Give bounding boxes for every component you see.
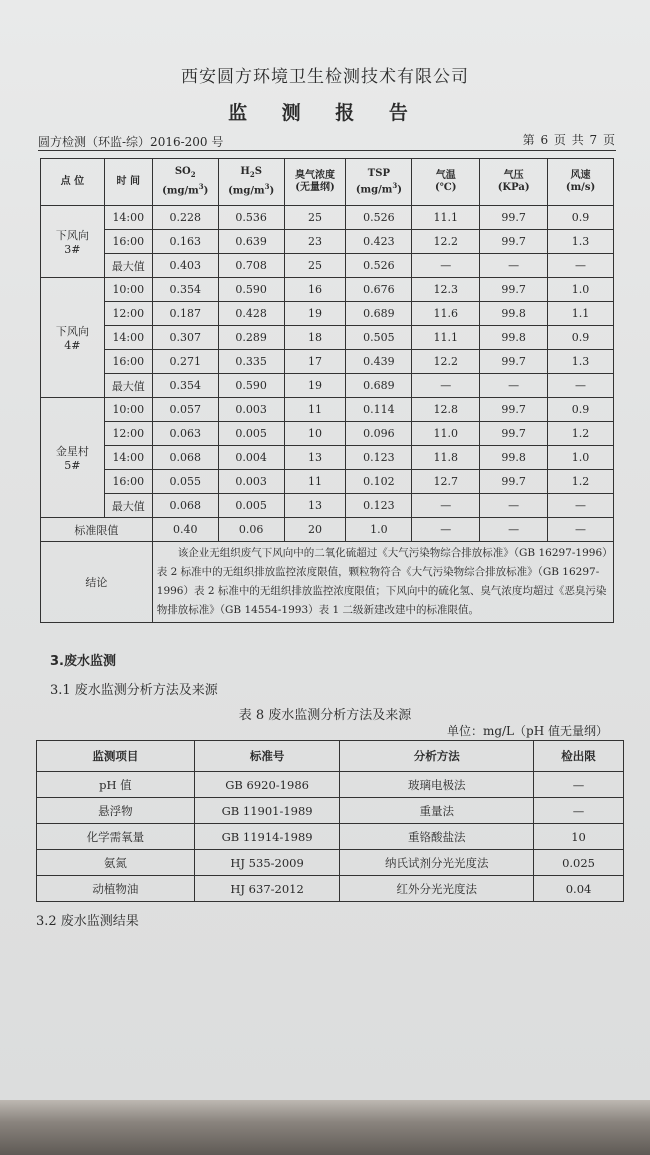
table-row	[37, 772, 624, 798]
pressure-cell: 99.8	[480, 302, 548, 326]
tsp-cell: 0.096	[346, 422, 412, 446]
so2-cell: 0.354	[152, 278, 218, 302]
methods-header-row	[37, 741, 624, 772]
temp-cell: 12.2	[412, 230, 480, 254]
limit-cell: 0.04	[534, 876, 624, 902]
location-cell: 金星村 5#	[41, 398, 105, 518]
limit-cell: 0.025	[534, 850, 624, 876]
table-row	[41, 278, 614, 302]
pressure-cell: 99.7	[480, 350, 548, 374]
h2s-cell: 0.536	[218, 206, 284, 230]
tsp-cell: 0.526	[346, 254, 412, 278]
so2-cell: 0.187	[152, 302, 218, 326]
odor-cell: 19	[284, 374, 346, 398]
h2s-cell: 0.590	[218, 374, 284, 398]
standard-limit-row	[41, 518, 614, 542]
wind-cell: 1.3	[548, 230, 614, 254]
temp-cell: 11.6	[412, 302, 480, 326]
odor-cell: 23	[284, 230, 346, 254]
odor-cell: 16	[284, 278, 346, 302]
wind-cell: 1.2	[548, 422, 614, 446]
h2s-cell: 0.06	[218, 518, 284, 542]
table-row	[41, 302, 614, 326]
header-temp: 气温 (℃)	[412, 159, 480, 206]
method-cell: 纳氏试剂分光光度法	[340, 850, 534, 876]
table-row	[41, 470, 614, 494]
wind-cell: —	[548, 518, 614, 542]
item-cell: 悬浮物	[37, 798, 195, 824]
odor-cell: 25	[284, 254, 346, 278]
item-cell: pH 值	[37, 772, 195, 798]
document-number: 圆方检测（环监-综）2016-200 号	[38, 135, 224, 149]
h2s-cell: 0.005	[218, 422, 284, 446]
h2s-cell: 0.003	[218, 470, 284, 494]
subsection-heading: 3.2 废水监测结果	[36, 914, 139, 929]
wind-cell: 0.9	[548, 206, 614, 230]
tsp-cell: 0.689	[346, 374, 412, 398]
wind-cell: 1.0	[548, 446, 614, 470]
pressure-cell: 99.7	[480, 278, 548, 302]
header-pressure: 气压 (KPa)	[480, 159, 548, 206]
temp-cell: 11.0	[412, 422, 480, 446]
so2-cell: 0.271	[152, 350, 218, 374]
pressure-cell: —	[480, 518, 548, 542]
pressure-cell: —	[480, 374, 548, 398]
header-h2s: $H_2S$ $(mg/m^3)$	[218, 159, 284, 206]
header-odor: 臭气浓度 (无量纲)	[284, 159, 346, 206]
time-cell: 最大值	[104, 494, 152, 518]
h2s-cell: 0.590	[218, 278, 284, 302]
header-so2: $SO_2$ $(mg/m^3)$	[152, 159, 218, 206]
method-cell: 重量法	[340, 798, 534, 824]
odor-cell: 17	[284, 350, 346, 374]
time-cell: 14:00	[104, 326, 152, 350]
wind-cell: 1.0	[548, 278, 614, 302]
table-row	[41, 494, 614, 518]
pressure-cell: 99.8	[480, 326, 548, 350]
wind-cell: 0.9	[548, 326, 614, 350]
wind-cell: —	[548, 374, 614, 398]
time-cell: 10:00	[104, 278, 152, 302]
tsp-cell: 0.423	[346, 230, 412, 254]
table-unit-note: 单位：mg/L（pH 值无量纲）	[446, 724, 608, 738]
h2s-cell: 0.428	[218, 302, 284, 326]
temp-cell: 11.8	[412, 446, 480, 470]
wind-cell: —	[548, 494, 614, 518]
odor-cell: 19	[284, 302, 346, 326]
tsp-cell: 0.123	[346, 446, 412, 470]
so2-cell: 0.068	[152, 446, 218, 470]
so2-cell: 0.40	[152, 518, 218, 542]
table-row	[41, 326, 614, 350]
temp-cell: 11.1	[412, 206, 480, 230]
air-table-header-row	[41, 159, 614, 206]
temp-cell: 11.1	[412, 326, 480, 350]
wind-cell: —	[548, 254, 614, 278]
table-row	[41, 374, 614, 398]
so2-cell: 0.354	[152, 374, 218, 398]
odor-cell: 20	[284, 518, 346, 542]
h2s-cell: 0.003	[218, 398, 284, 422]
temp-cell: —	[412, 374, 480, 398]
page-edge-background	[0, 1100, 650, 1155]
odor-cell: 18	[284, 326, 346, 350]
time-cell: 12:00	[104, 422, 152, 446]
table-row	[37, 824, 624, 850]
table-row	[41, 230, 614, 254]
table-row	[37, 798, 624, 824]
tsp-cell: 0.123	[346, 494, 412, 518]
conclusion-text: 该企业无组织废气下风向中的二氧化硫超过《大气污染物综合排放标准》（GB 16297-1996）表 2 标准中的无组织排放监控浓度限值，颗粒物符合《大气污染物综合排放标准》（GB 16297-1996）表 2 标准中的无组织排放监控浓度限值；下风向中的硫化氢、臭气浓度均超过《恶臭污染物排放标准》（GB 14554-1993）表 1 二级新建改建中的标准限值。	[152, 542, 613, 623]
temp-cell: 12.3	[412, 278, 480, 302]
tsp-cell: 0.114	[346, 398, 412, 422]
odor-cell: 13	[284, 494, 346, 518]
method-cell: 红外分光光度法	[340, 876, 534, 902]
item-cell: 氨氮	[37, 850, 195, 876]
wastewater-methods-table	[36, 740, 624, 902]
pressure-cell: —	[480, 254, 548, 278]
header-tsp: TSP $(mg/m^3)$	[346, 159, 412, 206]
wind-cell: 1.1	[548, 302, 614, 326]
header-standard: 标准号	[194, 741, 340, 772]
header-method: 分析方法	[340, 741, 534, 772]
limit-cell: 10	[534, 824, 624, 850]
header-item: 监测项目	[37, 741, 195, 772]
table-row	[37, 850, 624, 876]
table-row	[41, 446, 614, 470]
section-heading: 3.废水监测	[50, 654, 116, 669]
time-cell: 16:00	[104, 230, 152, 254]
time-cell: 16:00	[104, 350, 152, 374]
h2s-cell: 0.335	[218, 350, 284, 374]
air-monitoring-table	[40, 158, 614, 623]
conclusion-label: 结论	[41, 542, 153, 623]
temp-cell: —	[412, 518, 480, 542]
limit-cell: —	[534, 798, 624, 824]
limit-cell: —	[534, 772, 624, 798]
time-cell: 14:00	[104, 206, 152, 230]
table-row	[41, 398, 614, 422]
h2s-cell: 0.005	[218, 494, 284, 518]
pressure-cell: 99.7	[480, 398, 548, 422]
table-row	[41, 422, 614, 446]
subsection-heading: 3.1 废水监测分析方法及来源	[50, 683, 218, 698]
table-row	[41, 206, 614, 230]
temp-cell: 12.8	[412, 398, 480, 422]
pressure-cell: 99.7	[480, 230, 548, 254]
method-cell: 重铬酸盐法	[340, 824, 534, 850]
odor-cell: 11	[284, 470, 346, 494]
company-name: 西安圆方环境卫生检测技术有限公司	[181, 67, 469, 87]
odor-cell: 10	[284, 422, 346, 446]
tsp-cell: 0.102	[346, 470, 412, 494]
wind-cell: 0.9	[548, 398, 614, 422]
time-cell: 14:00	[104, 446, 152, 470]
so2-cell: 0.068	[152, 494, 218, 518]
pressure-cell: 99.7	[480, 422, 548, 446]
time-cell: 10:00	[104, 398, 152, 422]
so2-cell: 0.057	[152, 398, 218, 422]
odor-cell: 13	[284, 446, 346, 470]
pressure-cell: 99.7	[480, 470, 548, 494]
tsp-cell: 0.505	[346, 326, 412, 350]
time-cell: 最大值	[104, 254, 152, 278]
tsp-cell: 1.0	[346, 518, 412, 542]
tsp-cell: 0.526	[346, 206, 412, 230]
time-cell: 最大值	[104, 374, 152, 398]
method-cell: 玻璃电极法	[340, 772, 534, 798]
standard-cell: GB 11901-1989	[194, 798, 340, 824]
page-number: 第 6 页 共 7 页	[522, 133, 616, 147]
standard-cell: GB 6920-1986	[194, 772, 340, 798]
table-caption: 表 8 废水监测分析方法及来源	[238, 708, 412, 723]
item-cell: 动植物油	[37, 876, 195, 902]
item-cell: 化学需氧量	[37, 824, 195, 850]
standard-cell: HJ 535-2009	[194, 850, 340, 876]
header-wind: 风速 (m/s)	[548, 159, 614, 206]
tsp-cell: 0.439	[346, 350, 412, 374]
location-cell: 下风向 3#	[41, 206, 105, 278]
temp-cell: —	[412, 494, 480, 518]
wind-cell: 1.2	[548, 470, 614, 494]
so2-cell: 0.403	[152, 254, 218, 278]
header-rule	[38, 150, 616, 151]
temp-cell: 12.2	[412, 350, 480, 374]
so2-cell: 0.163	[152, 230, 218, 254]
time-cell: 16:00	[104, 470, 152, 494]
so2-cell: 0.307	[152, 326, 218, 350]
pressure-cell: 99.8	[480, 446, 548, 470]
h2s-cell: 0.639	[218, 230, 284, 254]
header-point: 点 位	[41, 159, 105, 206]
limit-label: 标准限值	[41, 518, 153, 542]
time-cell: 12:00	[104, 302, 152, 326]
h2s-cell: 0.004	[218, 446, 284, 470]
header-detection-limit: 检出限	[534, 741, 624, 772]
header-time: 时 间	[104, 159, 152, 206]
table-row	[41, 254, 614, 278]
h2s-cell: 0.708	[218, 254, 284, 278]
temp-cell: —	[412, 254, 480, 278]
report-title: 监 测 报 告	[228, 102, 422, 124]
so2-cell: 0.228	[152, 206, 218, 230]
standard-cell: HJ 637-2012	[194, 876, 340, 902]
odor-cell: 25	[284, 206, 346, 230]
conclusion-row	[41, 542, 614, 623]
temp-cell: 12.7	[412, 470, 480, 494]
location-cell: 下风向 4#	[41, 278, 105, 398]
odor-cell: 11	[284, 398, 346, 422]
tsp-cell: 0.676	[346, 278, 412, 302]
tsp-cell: 0.689	[346, 302, 412, 326]
so2-cell: 0.063	[152, 422, 218, 446]
table-row	[41, 350, 614, 374]
h2s-cell: 0.289	[218, 326, 284, 350]
table-row	[37, 876, 624, 902]
wind-cell: 1.3	[548, 350, 614, 374]
pressure-cell: —	[480, 494, 548, 518]
standard-cell: GB 11914-1989	[194, 824, 340, 850]
pressure-cell: 99.7	[480, 206, 548, 230]
so2-cell: 0.055	[152, 470, 218, 494]
